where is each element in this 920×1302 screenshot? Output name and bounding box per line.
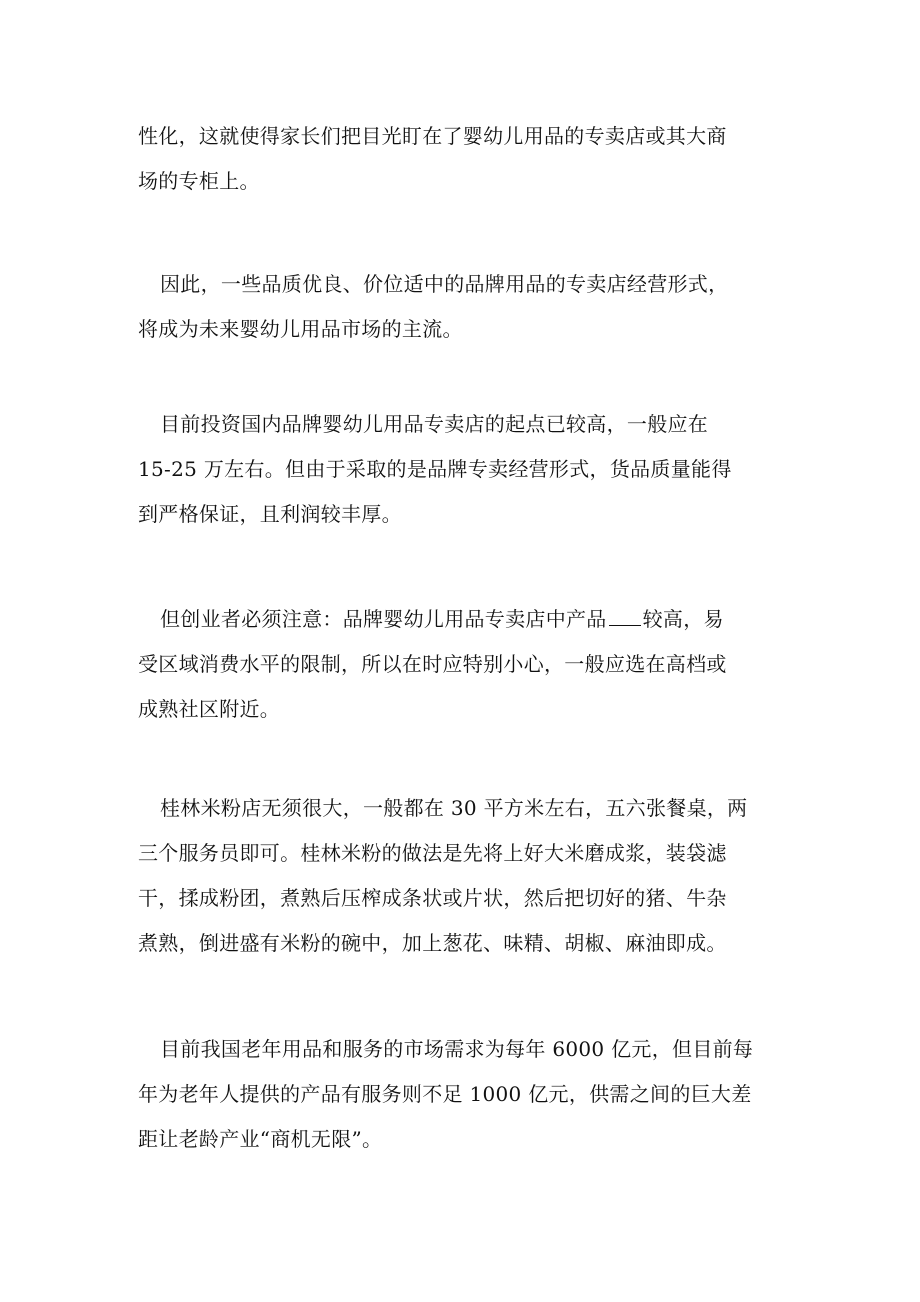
paragraph-2 — [138, 262, 778, 352]
text-line: 场的专柜上。 — [138, 169, 260, 193]
text-segment: 但创业者必须注意：品牌婴幼儿用品专卖店中产品 — [160, 607, 607, 631]
text-line: 受区域消费水平的限制，所以在时应特别小心，一般应选在高档或 — [138, 652, 727, 676]
paragraph-6 — [138, 1027, 778, 1162]
text-line: 干，揉成粉团，煮熟后压榨成条状或片状，然后把切好的猪、牛杂 — [138, 886, 727, 910]
text-line: 15-25 万左右。但由于采取的是品牌专卖经营形式，货品质量能得 — [138, 457, 732, 481]
text-line: 到严格保证，且利润较丰厚。 — [138, 502, 402, 526]
paragraph-3 — [138, 402, 778, 537]
text-line: 年为老年人提供的产品有服务则不足 1000 亿元，供需之间的巨大差 — [138, 1082, 752, 1106]
text-line: 性化，这就使得家长们把目光盯在了婴幼儿用品的专卖店或其大商 — [138, 124, 727, 148]
fill-in-blank — [609, 607, 641, 626]
text-line: 三个服务员即可。桂林米粉的做法是先将上好大米磨成浆，装袋滤 — [138, 841, 727, 865]
text-line: 桂林米粉店无须很大，一般都在 30 平方米左右，五六张餐桌，两 — [160, 796, 748, 820]
text-line — [138, 597, 778, 642]
text-line: 成熟社区附近。 — [138, 697, 281, 721]
paragraph-1 — [138, 114, 778, 204]
text-line: 距让老龄产业“商机无限”。 — [138, 1127, 383, 1151]
text-line: 将成为未来婴幼儿用品市场的主流。 — [138, 317, 463, 341]
text-line: 目前我国老年用品和服务的市场需求为每年 6000 亿元，但目前每 — [160, 1037, 754, 1061]
paragraph-4 — [138, 597, 778, 732]
text-line: 目前投资国内品牌婴幼儿用品专卖店的起点已较高，一般应在 — [160, 412, 709, 436]
text-line: 因此，一些品质优良、价位适中的品牌用品的专卖店经营形式， — [160, 272, 729, 296]
paragraph-5 — [138, 786, 778, 966]
text-line: 煮熟，倒进盛有米粉的碗中，加上葱花、味精、胡椒、麻油即成。 — [138, 931, 727, 955]
text-segment: 较高，易 — [642, 607, 724, 631]
